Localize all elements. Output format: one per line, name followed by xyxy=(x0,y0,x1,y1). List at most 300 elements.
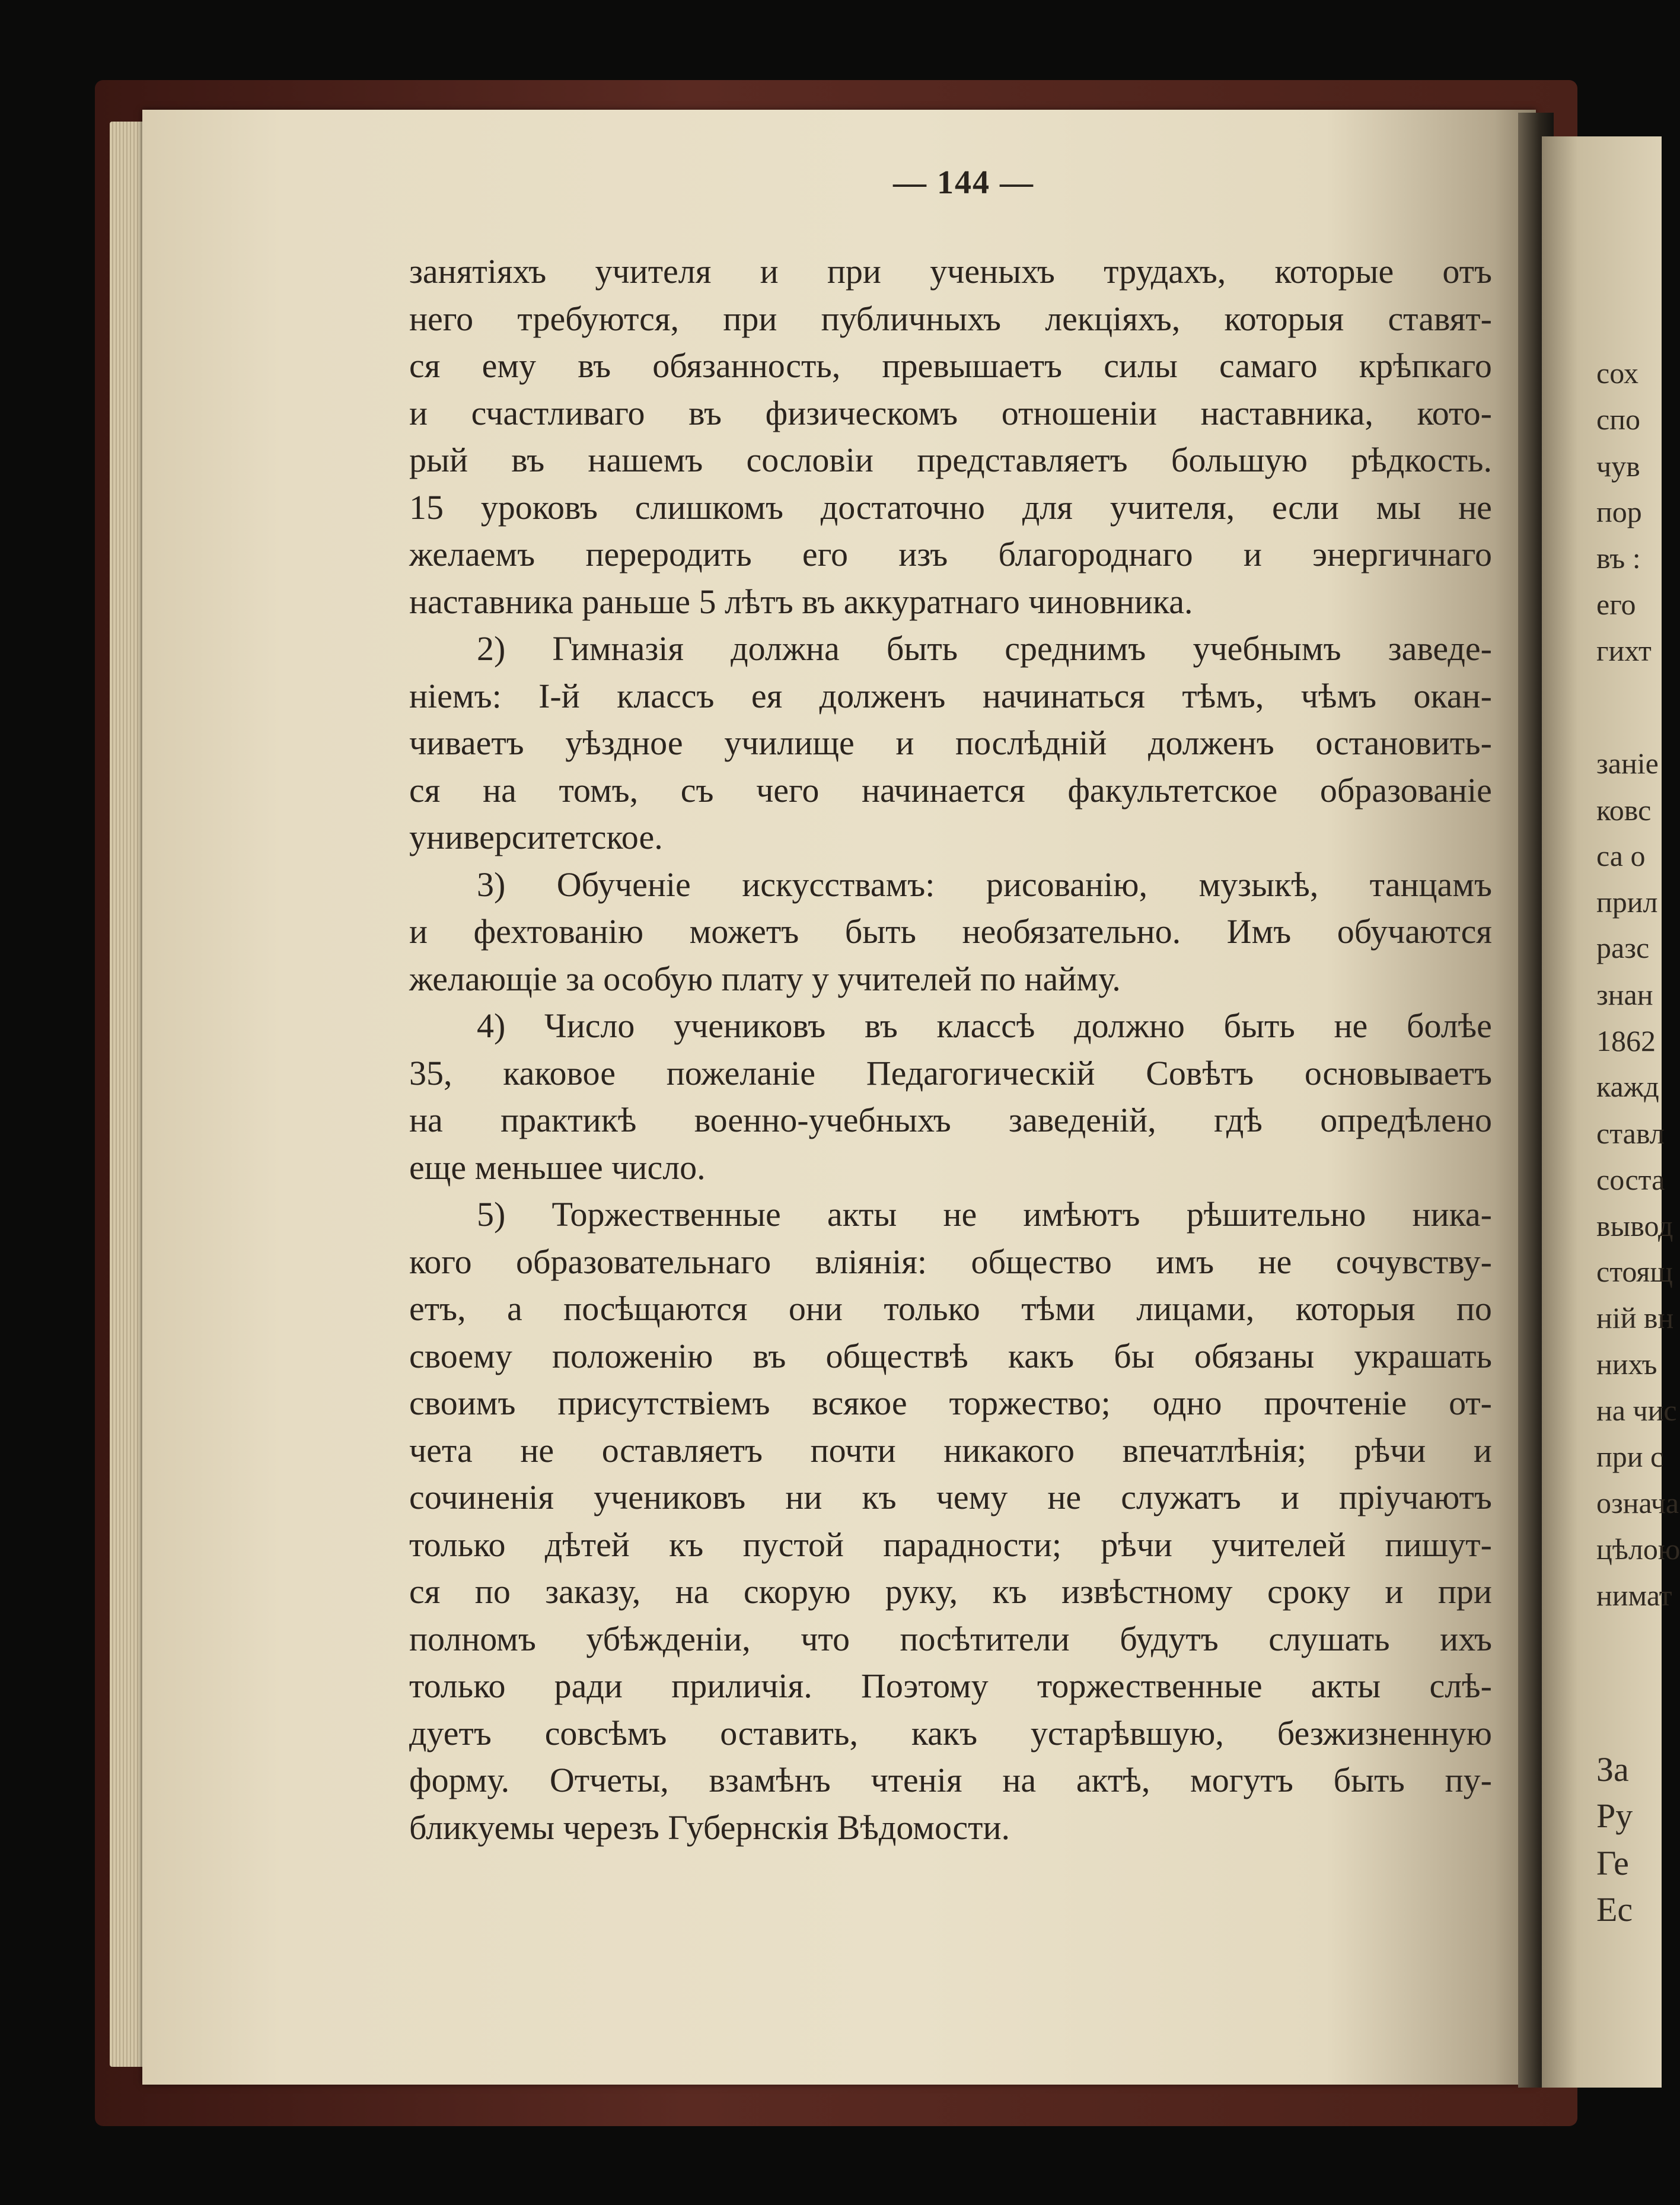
word: актѣ, xyxy=(1076,1761,1150,1799)
word: остановить- xyxy=(1315,724,1492,762)
word: имѣютъ xyxy=(1023,1195,1140,1234)
word: учителей xyxy=(837,959,980,998)
word: Торжественные xyxy=(552,1195,781,1234)
word: не xyxy=(520,1430,554,1470)
word: желающіе xyxy=(409,959,566,998)
word: ни xyxy=(785,1478,823,1516)
word: болѣе xyxy=(1406,1006,1492,1045)
fragment-text: Ес xyxy=(1596,1890,1633,1929)
text-line xyxy=(409,767,1492,814)
word: на xyxy=(1002,1761,1037,1799)
word: которые xyxy=(1274,252,1394,291)
text-line xyxy=(409,1615,1492,1663)
word: силы xyxy=(1104,346,1178,385)
word: а xyxy=(507,1289,522,1328)
word: обществѣ xyxy=(825,1336,968,1375)
word: учебнымъ xyxy=(1193,629,1341,668)
word: отношеніи xyxy=(1001,393,1157,432)
word: не xyxy=(1047,1478,1082,1516)
word: училище xyxy=(724,724,855,762)
word: окан- xyxy=(1413,676,1492,715)
word: безжизненную xyxy=(1277,1713,1492,1752)
text-line xyxy=(409,814,1492,861)
word: кого xyxy=(409,1242,472,1281)
word: учителя, xyxy=(1110,487,1235,527)
word: найму. xyxy=(1024,959,1121,998)
fragment-text: чув xyxy=(1596,450,1640,483)
word: черезъ xyxy=(563,1808,668,1847)
word: скорую xyxy=(743,1572,851,1611)
fragment-text: его xyxy=(1596,588,1636,621)
word: быть xyxy=(1333,1761,1405,1799)
word: особую xyxy=(603,959,722,998)
fragment-text: За xyxy=(1596,1750,1629,1789)
word: Имъ xyxy=(1226,912,1292,951)
word: рѣдкость. xyxy=(1351,441,1492,479)
word: каковое xyxy=(503,1053,616,1092)
word: должно xyxy=(1074,1006,1185,1045)
word: Гимназія xyxy=(552,629,684,668)
word: образованіе xyxy=(1319,770,1492,810)
word: полномъ xyxy=(409,1619,536,1658)
word: 35, xyxy=(409,1053,452,1092)
word: вліянія: xyxy=(815,1242,927,1281)
word: торжественные xyxy=(1037,1667,1263,1705)
word: лѣтъ xyxy=(724,582,802,621)
text-line xyxy=(409,436,1492,484)
word: которыя xyxy=(1224,299,1344,338)
word: по xyxy=(980,959,1025,998)
word: съ xyxy=(680,770,714,810)
word: и xyxy=(760,252,779,291)
text-line xyxy=(409,248,1492,295)
word: что xyxy=(801,1619,850,1658)
word: учителя xyxy=(595,252,712,291)
word: отъ xyxy=(1442,252,1492,291)
word: посѣтители xyxy=(900,1619,1070,1658)
word: военно-учебныхъ xyxy=(694,1101,951,1139)
fragment-text: сох xyxy=(1596,356,1638,390)
word: опредѣлено xyxy=(1320,1101,1492,1139)
word: учениковъ xyxy=(674,1006,826,1045)
word: своимъ xyxy=(409,1384,516,1422)
word: Число xyxy=(544,1006,635,1045)
word: наставника, xyxy=(1200,393,1373,432)
word: оставляетъ xyxy=(601,1430,763,1470)
fragment-text: разс xyxy=(1596,931,1650,964)
word: не xyxy=(1458,487,1492,527)
word: благороднаго xyxy=(998,535,1193,573)
word: желаемъ xyxy=(409,535,535,573)
fragment-text: означа xyxy=(1596,1486,1679,1519)
word: какъ xyxy=(911,1713,978,1752)
word: ему xyxy=(482,346,537,385)
text-line xyxy=(409,1379,1492,1427)
word: число. xyxy=(611,1148,706,1187)
word: ставят- xyxy=(1388,299,1492,338)
word: 5 xyxy=(699,582,725,621)
word: чиваетъ xyxy=(409,724,524,762)
word: кото- xyxy=(1417,393,1492,432)
word: акты xyxy=(827,1195,897,1234)
word: никакого xyxy=(943,1430,1075,1470)
fragment-text: цѣлою xyxy=(1596,1532,1680,1566)
word: сословіи xyxy=(746,441,874,479)
word: при xyxy=(1437,1572,1492,1611)
word: Губернскія xyxy=(668,1808,837,1847)
text-line xyxy=(409,908,1492,955)
word: уѣздное xyxy=(565,724,683,762)
word: фехтованію xyxy=(473,912,644,951)
word: основываетъ xyxy=(1304,1053,1492,1092)
word: своему xyxy=(409,1336,512,1375)
word: и xyxy=(895,724,914,762)
word: положенію xyxy=(552,1336,713,1375)
word: чему xyxy=(936,1478,1008,1516)
word: практикѣ xyxy=(501,1101,637,1139)
fragment-text: кажд xyxy=(1596,1070,1659,1103)
page-text xyxy=(409,248,1492,1851)
word: бликуемы xyxy=(409,1808,563,1847)
word: и xyxy=(409,393,428,432)
word: занятіяхъ xyxy=(409,252,547,291)
word: акты xyxy=(1311,1667,1381,1705)
word: требуются, xyxy=(517,299,680,338)
word: въ xyxy=(864,1006,898,1045)
word: служатъ xyxy=(1121,1478,1241,1516)
word: томъ, xyxy=(559,770,639,810)
word: только xyxy=(409,1525,506,1564)
word: долженъ xyxy=(1148,724,1274,762)
word: классъ xyxy=(617,676,715,715)
word: университетское. xyxy=(409,818,663,856)
word: уроковъ xyxy=(480,487,598,527)
fragment-text: при с xyxy=(1596,1440,1664,1473)
text-line xyxy=(409,1238,1492,1286)
word: Педагогическій xyxy=(866,1053,1095,1092)
word: если xyxy=(1271,487,1339,527)
word: ихъ xyxy=(1440,1619,1492,1658)
word: образовательнаго xyxy=(516,1242,772,1281)
fragment-text: нимат xyxy=(1596,1579,1672,1612)
word: меньшее xyxy=(474,1148,612,1187)
word: при xyxy=(827,252,881,291)
word: и xyxy=(1473,1430,1492,1470)
word: учителей xyxy=(1212,1525,1346,1564)
page-number: — 144 — xyxy=(893,164,1034,201)
word: физическомъ xyxy=(765,393,958,432)
word: учениковъ xyxy=(594,1478,746,1516)
fragment-text: заніе xyxy=(1596,747,1659,780)
text-line xyxy=(409,342,1492,390)
word: будутъ xyxy=(1120,1619,1219,1658)
fragment-text: въ : xyxy=(1596,541,1641,575)
word: рѣчи xyxy=(1101,1525,1172,1564)
word: пустой xyxy=(742,1525,844,1564)
word: рѣшительно xyxy=(1186,1195,1366,1234)
word: быть xyxy=(1223,1006,1295,1045)
word: всякое xyxy=(812,1384,907,1422)
fragment-text: нихъ xyxy=(1596,1347,1657,1381)
text-line xyxy=(409,861,1492,909)
word: общество xyxy=(971,1242,1112,1281)
text-line xyxy=(409,1804,1492,1852)
word: для xyxy=(1022,487,1073,527)
word: ніемъ: xyxy=(409,676,502,715)
word: быть xyxy=(886,629,958,668)
fragment-text: стоящ xyxy=(1596,1255,1673,1288)
word: въ xyxy=(511,441,545,479)
word: впечатлѣнія; xyxy=(1122,1430,1307,1470)
fragment-text: 1862 xyxy=(1596,1024,1656,1057)
fragment-text: ставл xyxy=(1596,1117,1665,1150)
word: заведе- xyxy=(1388,629,1492,668)
word: и xyxy=(1385,1572,1404,1611)
text-line xyxy=(409,1474,1492,1521)
text-line xyxy=(409,1521,1492,1569)
word: убѣжденіи, xyxy=(586,1619,751,1658)
word: быть xyxy=(844,912,916,951)
text-line xyxy=(409,1050,1492,1097)
word: къ xyxy=(669,1525,704,1564)
word: ученыхъ xyxy=(930,252,1055,291)
word: еще xyxy=(409,1148,475,1187)
word: которыя xyxy=(1295,1289,1416,1328)
fragment-text: прил xyxy=(1596,885,1658,919)
word: имъ xyxy=(1156,1242,1214,1281)
word: не xyxy=(1334,1006,1368,1045)
word: ся xyxy=(409,1572,441,1611)
word: тѣмъ, xyxy=(1182,676,1264,715)
text-line xyxy=(409,1285,1492,1333)
word: долженъ xyxy=(819,676,946,715)
word: переродить xyxy=(585,535,752,573)
word: не xyxy=(943,1195,977,1234)
word: 4) xyxy=(477,1006,506,1045)
word: музыкѣ, xyxy=(1198,865,1319,904)
word: пожеланіе xyxy=(666,1053,815,1092)
fragment-text: Ру xyxy=(1596,1796,1633,1835)
fragment-text: Ге xyxy=(1596,1844,1629,1882)
word: пріучаютъ xyxy=(1338,1478,1492,1516)
word: факультетское xyxy=(1067,770,1278,810)
word: етъ, xyxy=(409,1289,466,1328)
word: плату xyxy=(721,959,812,998)
word: публичныхъ xyxy=(821,299,1001,338)
word: Отчеты, xyxy=(549,1761,669,1799)
word: присутствіемъ xyxy=(557,1384,770,1422)
word: слушать xyxy=(1268,1619,1390,1658)
word: обязаны xyxy=(1194,1336,1315,1375)
word: послѣдній xyxy=(955,724,1107,762)
word: слѣ- xyxy=(1429,1667,1492,1705)
fragment-text: са о xyxy=(1596,839,1646,872)
word: изъ xyxy=(898,535,948,573)
fragment-text: ній вн xyxy=(1596,1301,1674,1334)
word: сочувству- xyxy=(1335,1242,1492,1281)
word: ради xyxy=(554,1667,623,1705)
word: 15 xyxy=(409,487,444,527)
word: гдѣ xyxy=(1213,1101,1263,1139)
text-line xyxy=(409,719,1492,767)
word: торжество; xyxy=(949,1384,1111,1422)
word: него xyxy=(409,299,474,338)
fragment-text: на чис xyxy=(1596,1394,1677,1427)
fragment-text: соста xyxy=(1596,1163,1665,1196)
word: пишут- xyxy=(1385,1525,1492,1564)
word: можетъ xyxy=(689,912,799,951)
word: Обученіе xyxy=(556,865,691,904)
word: рый xyxy=(409,441,468,479)
word: у xyxy=(811,959,838,998)
word: необязательно. xyxy=(962,912,1181,951)
word: совсѣмъ xyxy=(544,1713,667,1752)
word: Вѣдомости. xyxy=(837,1808,1010,1847)
word: только xyxy=(884,1289,980,1328)
text-line xyxy=(409,295,1492,343)
word: на xyxy=(675,1572,709,1611)
word: рѣчи xyxy=(1354,1430,1426,1470)
word: и xyxy=(409,912,428,951)
word: только xyxy=(409,1667,506,1705)
word: по xyxy=(1456,1289,1492,1328)
word: 2) xyxy=(477,629,506,668)
text-line xyxy=(409,1191,1492,1238)
word: чиновника. xyxy=(1028,582,1193,621)
word: за xyxy=(566,959,604,998)
word: раньше xyxy=(582,582,699,621)
word: прочтеніе xyxy=(1264,1384,1407,1422)
fragment-text: пор xyxy=(1596,495,1642,528)
word: танцамъ xyxy=(1369,865,1492,904)
word: слишкомъ xyxy=(635,487,783,527)
text-line xyxy=(409,625,1492,673)
word: не xyxy=(1258,1242,1292,1281)
text-line xyxy=(409,1097,1492,1144)
text-line xyxy=(409,578,1492,626)
word: ника- xyxy=(1412,1195,1492,1234)
word: энергичнаго xyxy=(1312,535,1492,573)
fragment-text: спо xyxy=(1596,403,1640,436)
text-line xyxy=(409,484,1492,531)
word: въ xyxy=(578,346,611,385)
word: ея xyxy=(751,676,783,715)
word: начинаться xyxy=(982,676,1145,715)
word: извѣстному xyxy=(1061,1572,1233,1611)
word: мы xyxy=(1376,487,1421,527)
text-line xyxy=(409,1144,1492,1191)
word: Совѣтъ xyxy=(1146,1053,1254,1092)
word: чего xyxy=(756,770,820,810)
word: ся xyxy=(409,770,441,810)
word: почти xyxy=(810,1430,896,1470)
word: самаго xyxy=(1219,346,1318,385)
word: украшать xyxy=(1354,1336,1492,1375)
word: оставить, xyxy=(720,1713,858,1752)
word: 3) xyxy=(477,865,506,904)
fragment-text: ковс xyxy=(1596,794,1652,827)
word: къ xyxy=(992,1572,1027,1611)
word: чтенія xyxy=(871,1761,962,1799)
word: дуетъ xyxy=(409,1713,492,1752)
word: чѣмъ xyxy=(1300,676,1377,715)
word: какъ xyxy=(1008,1336,1075,1375)
word: посѣщаются xyxy=(563,1289,748,1328)
word: чета xyxy=(409,1430,473,1470)
text-line xyxy=(409,1333,1492,1380)
word: и xyxy=(1243,535,1262,573)
word: трудахъ, xyxy=(1104,252,1226,291)
word: сочиненія xyxy=(409,1478,554,1516)
word: пу- xyxy=(1445,1761,1492,1799)
text-line xyxy=(409,1002,1492,1050)
word: аккуратнаго xyxy=(843,582,1029,621)
word: въ xyxy=(688,393,722,432)
word: заведеній, xyxy=(1009,1101,1156,1139)
word: большую xyxy=(1171,441,1308,479)
fragment-text: знан xyxy=(1596,978,1653,1011)
word: въ xyxy=(802,582,844,621)
text-line xyxy=(409,673,1492,720)
text-line xyxy=(409,1568,1492,1615)
word: тѣми xyxy=(1021,1289,1095,1328)
word: приличія. xyxy=(671,1667,812,1705)
word: въ xyxy=(753,1336,786,1375)
text-line xyxy=(409,1757,1492,1804)
word: лекціяхъ, xyxy=(1045,299,1181,338)
word: и xyxy=(1280,1478,1299,1516)
word: одно xyxy=(1152,1384,1222,1422)
text-line xyxy=(409,1662,1492,1710)
word: искусствамъ: xyxy=(742,865,935,904)
word: наставника xyxy=(409,582,582,621)
word: бы xyxy=(1114,1336,1155,1375)
text-line xyxy=(409,531,1492,578)
text-line xyxy=(409,955,1492,1003)
word: нашемъ xyxy=(588,441,703,479)
word: взамѣнъ xyxy=(709,1761,831,1799)
word: Поэтому xyxy=(860,1667,989,1705)
word: его xyxy=(802,535,849,573)
word: руку, xyxy=(885,1572,958,1611)
word: счастливаго xyxy=(471,393,645,432)
word: І-й xyxy=(538,676,580,715)
fragment-text: вывод xyxy=(1596,1209,1673,1242)
word: устарѣвшую, xyxy=(1030,1713,1224,1752)
word: должна xyxy=(731,629,840,668)
word: крѣпкаго xyxy=(1359,346,1492,385)
word: парадности; xyxy=(883,1525,1061,1564)
word: ся xyxy=(409,346,441,385)
text-line xyxy=(409,1710,1492,1757)
word: начинается xyxy=(862,770,1025,810)
text-line xyxy=(409,1427,1492,1474)
word: при xyxy=(723,299,777,338)
word: от- xyxy=(1449,1384,1492,1422)
word: могутъ xyxy=(1190,1761,1293,1799)
word: 5) xyxy=(477,1195,506,1234)
word: сроку xyxy=(1267,1572,1351,1611)
word: представляетъ xyxy=(917,441,1128,479)
word: заказу, xyxy=(545,1572,641,1611)
word: форму. xyxy=(409,1761,510,1799)
word: по xyxy=(474,1572,511,1611)
word: на xyxy=(409,1101,443,1139)
word: среднимъ xyxy=(1005,629,1146,668)
word: дѣтей xyxy=(544,1525,630,1564)
word: классѣ xyxy=(936,1006,1035,1045)
word: достаточно xyxy=(820,487,986,527)
